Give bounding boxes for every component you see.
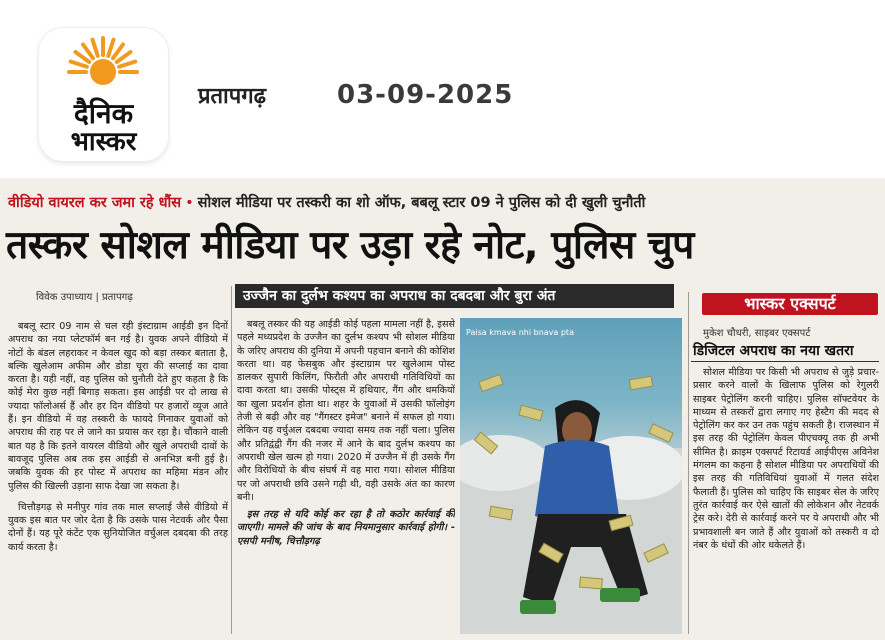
currency-note: [629, 376, 652, 390]
man-with-cash-image: [460, 318, 682, 634]
expert-byline: मुकेश चौधरी, साइबर एक्सपर्ट: [703, 328, 811, 339]
edition-city: प्रतापगढ़: [198, 84, 267, 109]
sun-ray: [119, 61, 135, 66]
logo-line-1: दैनिक: [73, 97, 134, 130]
byline: विवेक उपाध्याय | प्रतापगढ़: [36, 292, 133, 303]
bullet-icon: •: [185, 195, 194, 211]
subheadline: उज्जैन का दुर्लभ कश्यप का अपराध का दबदबा और बुरा अंत: [235, 284, 674, 308]
column-1-paragraph-2: चित्तौड़गढ़ से मनीपुर गांव तक माल सप्लाई जैसे वीडियो में युवक इस बात पर जोर देता है कि उसके पास नेटवर्क और पैसा दोनों हैं। यह पूरे कंटेंट एक सुनियोजित वर्चुअल दबदबा की तरह कार्य करता है।: [8, 501, 228, 553]
photo-overlay-text: Paisa kmava nhi bnava pta: [466, 328, 574, 337]
logo-line-2: भास्कर: [70, 127, 137, 157]
article-column-2: [237, 318, 455, 634]
edition-date: 03-09-2025: [337, 80, 514, 110]
sun-ray: [92, 40, 97, 56]
kicker-text: सोशल मीडिया पर तस्करी का शो ऑफ, बबलू स्टार 09 ने पुलिस को दी खुली चुनौती: [197, 195, 646, 211]
sun-ray: [108, 40, 113, 56]
currency-note: [580, 577, 603, 589]
bhaskar-expert-badge: भास्कर एक्सपर्ट: [702, 293, 878, 315]
expert-column: [693, 366, 879, 634]
expert-title: डिजिटल अपराध का नया खतरा: [693, 343, 854, 359]
dainik-bhaskar-logo: [39, 28, 168, 161]
column-2-paragraph: बबलू तस्कर की यह आईडी कोई पहला मामला नहीं है, इससे पहले मध्यप्रदेश के उज्जैन का दुर्लभ कश्यप भी सोशल मीडिया के जरिए अपराध की दुनिया में अपनी पहचान बनाने की कोशिश करता था। वह फेसबुक और इंस्टाग्राम पर खुलेआम पोस्ट डालकर सुपारी किलिंग, फिरौती और अपराधी गतिविधियों का दावा करता था। उसकी पोस्ट्स में हथियार, गैंग और धमकियों का खुला प्रदर्शन होता था। शहर के युवाओं में उसकी फॉलोइंग तेजी से बढ़ी और वह "गैंगस्टर इमेज" बनाने में सफल हो गया। लेकिन यह वर्चुअल दबदबा ज्यादा समय तक नहीं चला। पुलिस और प्रतिद्वंद्वी गैंग की नजर में आने के बाद दुर्लभ कश्यप का अपराधी खेल खत्म हो गया। 2020 में उज्जैन में ही उसके गैंग और विरोधियों के बीच संघर्ष में वह मारा गया। सोशल मीडिया पर जो अपराधी छवि उसने गढ़ी थी, वही उसके अंत का कारण बनी।: [237, 319, 455, 503]
column-1-paragraph-1: बबलू स्टार 09 नाम से चल रही इंस्टाग्राम आईडी इन दिनों अपराध का नया प्लेटफॉर्म बन गई है। युवक अपने वीडियो में नोटों के बंडल लहराकर न केवल खुद को बड़ा तस्कर बताता है, बल्कि खुलेआम अफीम और डोडा चूरा की सप्लाई का दावा करता है। यही नहीं, वह पुलिस को चुनौती देते हुए कहता है कि कोई मेरा कुछ नहीं बिगाड़ सकता। इस आईडी पर दो लाख से ज्यादा फॉलोअर्स हैं और हर दिन वीडियो पर हजारों व्यूज आते हैं। इन वीडियो में वह तस्करी के फायदे गिनाकर युवाओं को अपराध की राह पर ले जाने का प्रयास कर रहा है। चौंकाने वाली बात यह है कि इतने वायरल वीडियो और खुले अपराधी दावों के बावजूद पुलिस अब तक इस आईडी से अनभिज्ञ बनी हुई है। जबकि युवक की हर पोस्ट में अपराध का महिमा मंडन और पुलिस की खिल्ली उड़ाना साफ देखा जा सकता है।: [8, 321, 228, 492]
expert-rule: [691, 361, 879, 362]
column-divider: [231, 286, 232, 634]
sp-quote: इस तरह से यदि कोई कर रहा है तो कठोर कार्रवाई की जाएगी। मामले की जांच के बाद नियमानुसार कार्रवाई होगी। - एसपी मनीष, चित्तौड़गढ़: [237, 509, 455, 547]
article-column-1: [8, 320, 228, 634]
currency-note: [479, 375, 503, 392]
kicker: [8, 193, 645, 213]
column-divider-right: [688, 292, 689, 634]
article-photo: [460, 318, 682, 634]
expert-paragraph: सोशल मीडिया पर किसी भी अपराध से जुड़े प्रचार-प्रसार करने वालों के खिलाफ पुलिस को रेगुलरी साइबर पेट्रोलिंग करनी चाहिए। पुलिस सॉफ्टवेयर के माध्यम से तस्करों द्वारा लगाए गए हेस्टैग की मदद से पेट्रोलिंग कर कर उन तक पहुंच सकती है। राजस्थान में इस तरह की पेट्रोलिंग केवल पीएचक्यू तक ही अभी सीमित है। क्राइम एक्सपर्ट रिटायर्ड आईपीएस अविनेश मंगलम का कहना है सोशल मीडिया पर अपराधियों की इस तरह की गतिविधियां युवाओं में गलत संदेश फैलाती हैं। पुलिस को चाहिए कि साइबर सेल के जरिए तुरंत कार्रवाई कर ऐसे खातों की लोकेशन और नेटवर्क ट्रेस करे। देरी से कार्रवाई करने पर ये अपराधी और भी प्रभावशाली बन जाते हैं और युवाओं को तस्करी व दो नंबर के धंधों की ओर धकेलते हैं।: [693, 367, 879, 551]
kicker-highlight: वीडियो वायरल कर जमा रहे धौंस: [8, 195, 182, 211]
headline: तस्कर सोशल मीडिया पर उड़ा रहे नोट, पुलिस चुप: [6, 223, 694, 268]
sun-ray: [71, 61, 87, 66]
currency-note: [519, 405, 543, 420]
